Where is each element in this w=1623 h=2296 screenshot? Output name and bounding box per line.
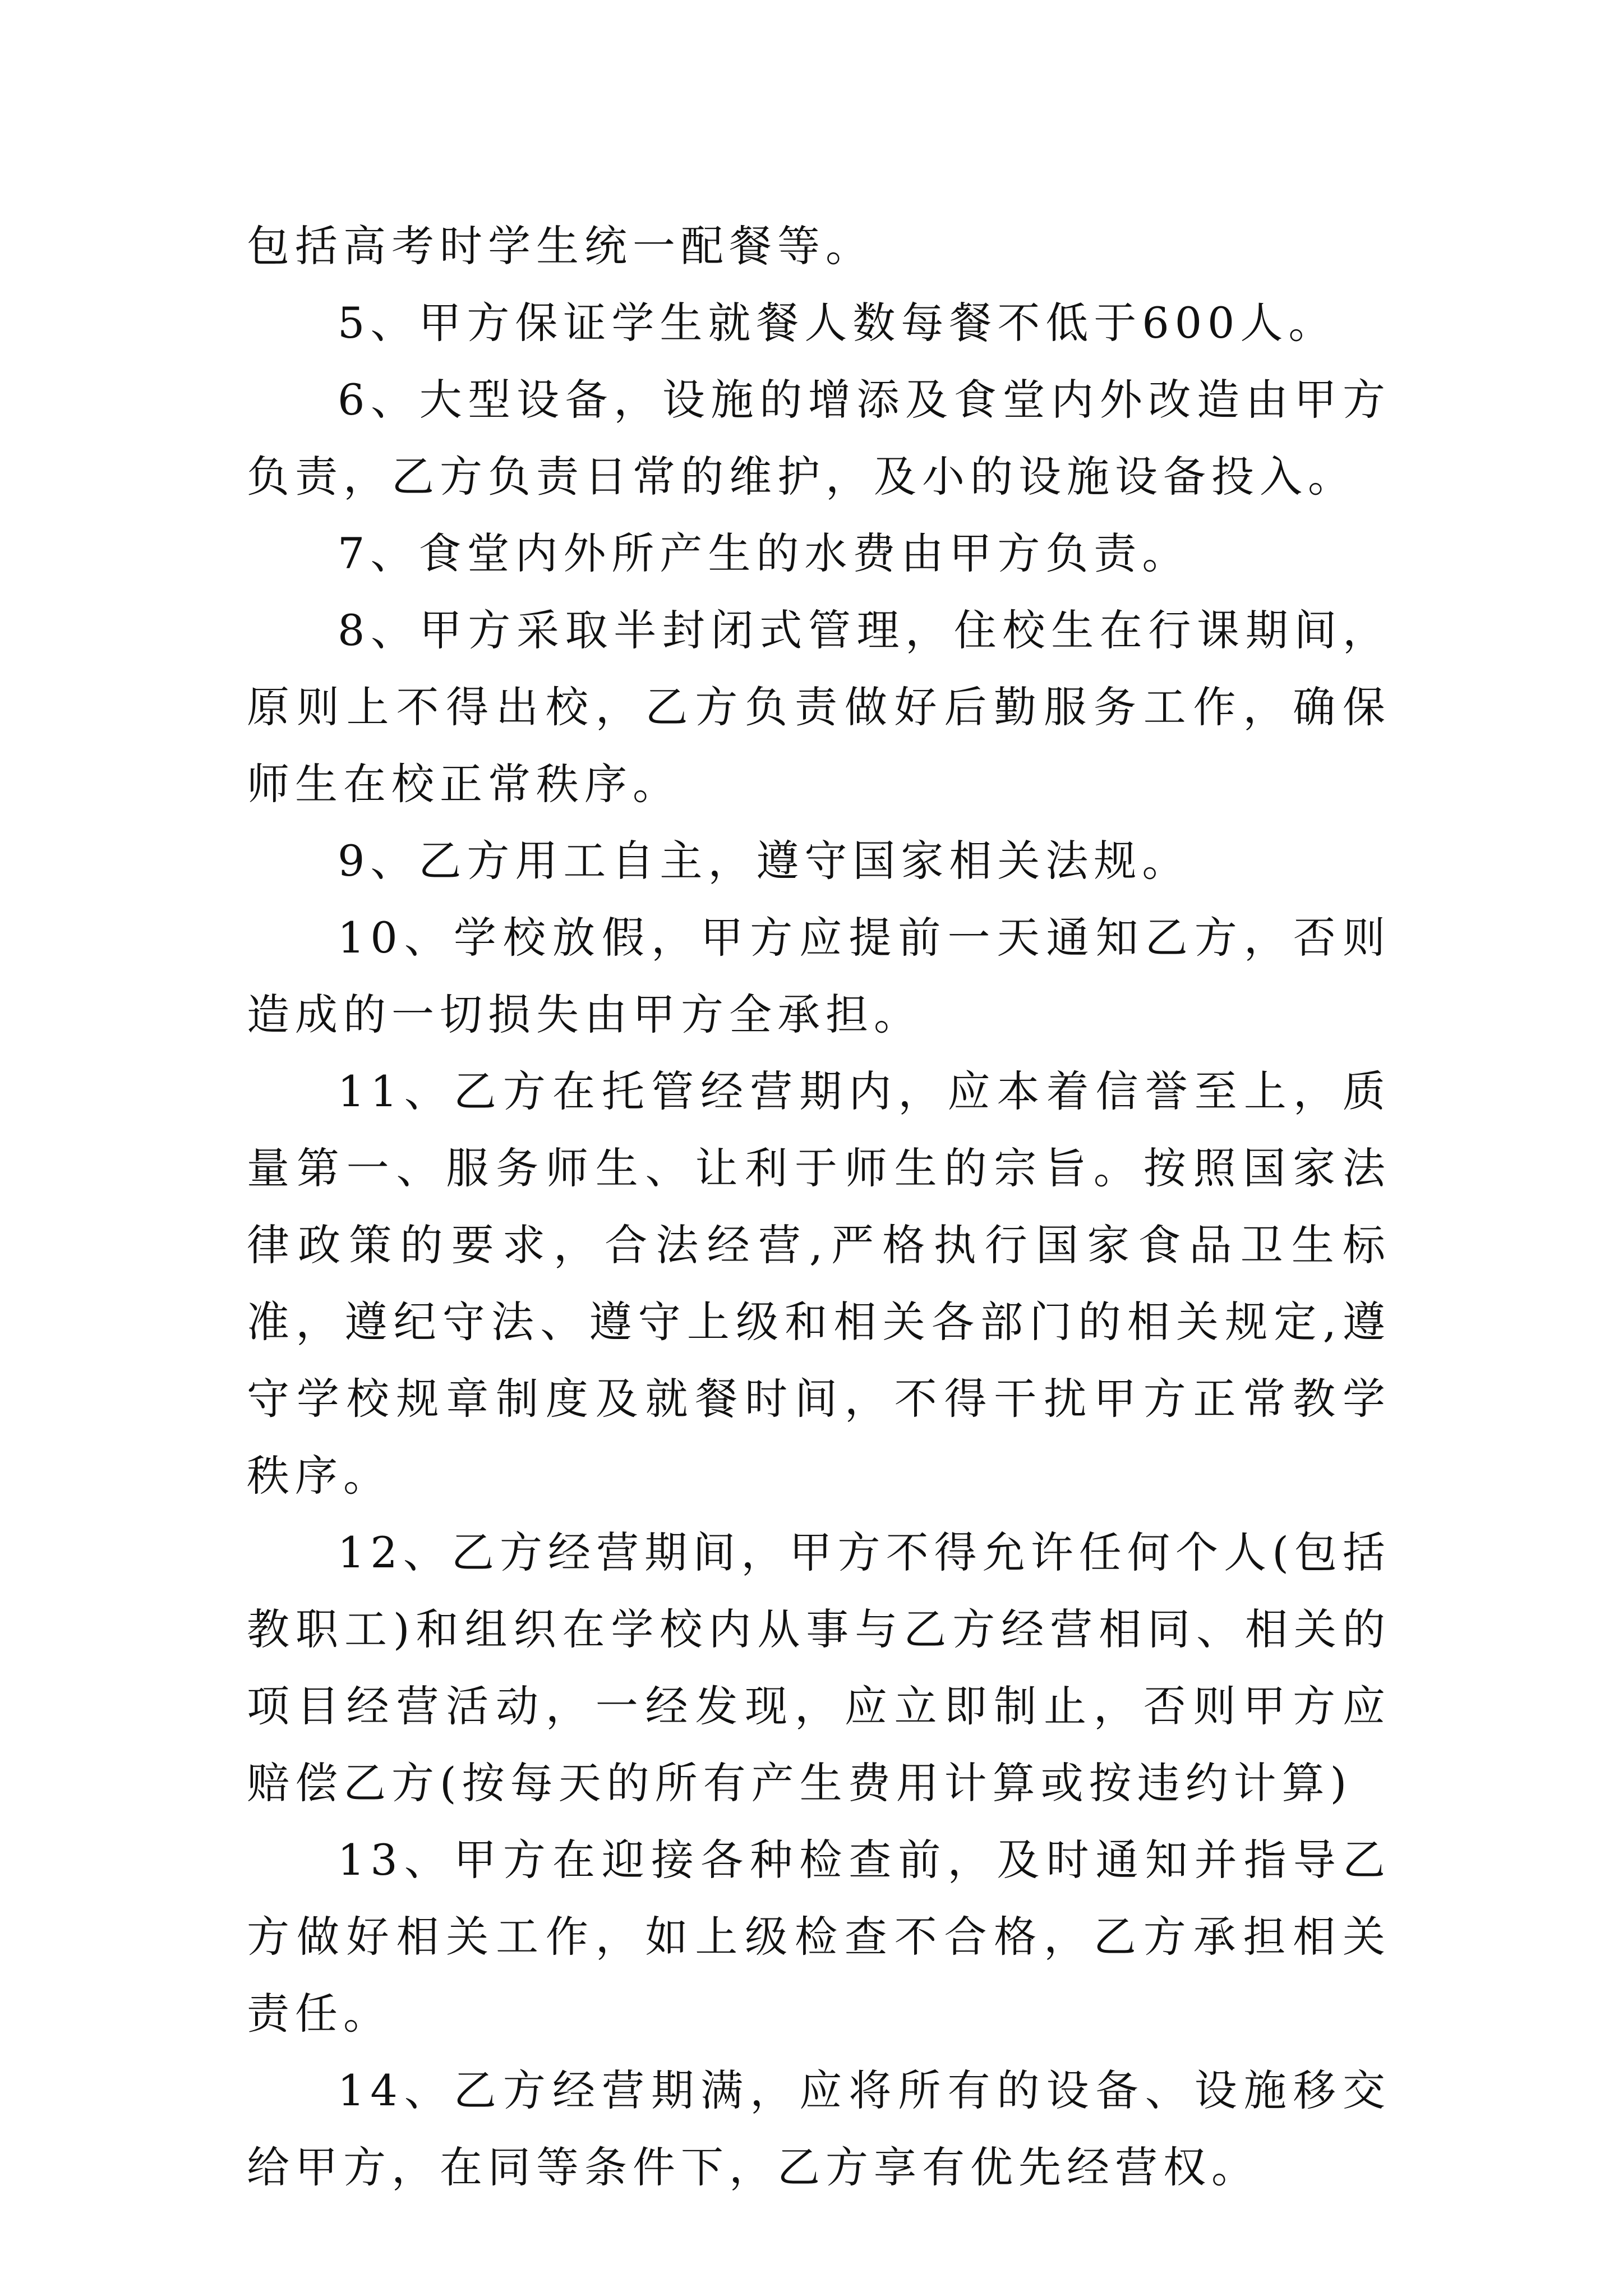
paragraph-continuation: 包括高考时学生统一配餐等。 xyxy=(247,221,874,271)
paragraph-clause-12: 12、乙方经营期间，甲方不得允许任何个人(包括教职工)和组织在学校内从事与乙方经营相同、相关的项目经营活动，一经发现，应立即制止，否则甲方应赔偿乙方(按每天的所有产生费用计算或按违约计算) xyxy=(247,1527,1391,1808)
paragraph-clause-11: 11、乙方在托管经营期内，应本着信誉至上，质量第一、服务师生、让利于师生的宗旨。按照国家法律政策的要求，合法经营,严格执行国家食品卫生标准，遵纪守法、遵守上级和相关各部门的相关规定,遵守学校规章制度及就餐时间，不得干扰甲方正常教学秩序。 xyxy=(247,1066,1391,1501)
paragraph-clause-10: 10、学校放假，甲方应提前一天通知乙方，否则造成的一切损失由甲方全承担。 xyxy=(247,913,1391,1039)
paragraph-clause-9: 9、乙方用工自主，遵守国家相关法规。 xyxy=(338,836,1191,886)
paragraph-clause-6: 6、大型设备，设施的增添及食堂内外改造由甲方负责，乙方负责日常的维护，及小的设施设备投入。 xyxy=(247,375,1391,501)
paragraph-clause-8: 8、甲方采取半封闭式管理，住校生在行课期间，原则上不得出校，乙方负责做好后勤服务工作，确保师生在校正常秩序。 xyxy=(247,605,1391,809)
document-body xyxy=(247,208,1391,2206)
paragraph-clause-7: 7、食堂内外所产生的水费由甲方负责。 xyxy=(338,528,1191,578)
paragraph-clause-13: 13、甲方在迎接各种检查前，及时通知并指导乙方做好相关工作，如上级检查不合格，乙方承担相关责任。 xyxy=(247,1835,1391,2039)
paragraph-clause-5: 5、甲方保证学生就餐人数每餐不低于600人。 xyxy=(338,298,1337,348)
paragraph-clause-14: 14、乙方经营期满，应将所有的设备、设施移交给甲方，在同等条件下，乙方享有优先经营权。 xyxy=(247,2065,1391,2192)
